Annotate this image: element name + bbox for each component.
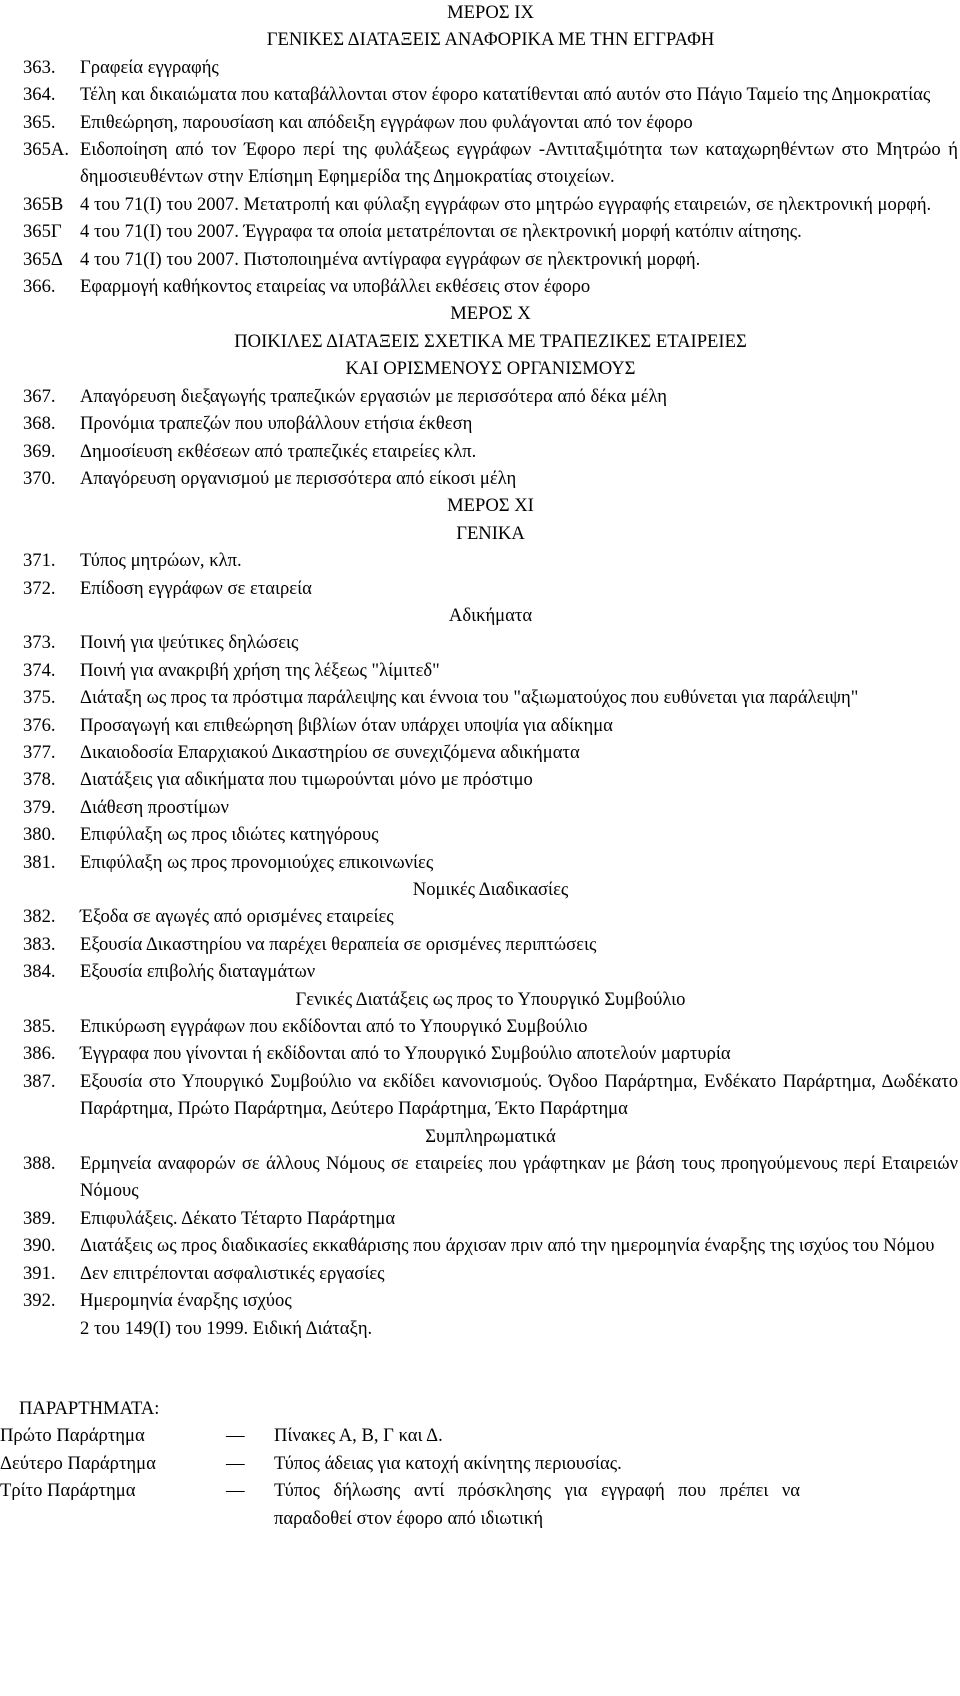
toc-entry bbox=[23, 958, 958, 985]
annex-description: Τύπος άδειας για κατοχή ακίνητης περιουσίας. bbox=[274, 1452, 622, 1474]
section-title: Διατάξεις ως προς διαδικασίες εκκαθάρισης που άρχισαν πριν από την ημερομηνία έναρξης της ισχύος του Νόμου bbox=[80, 1235, 935, 1257]
table-of-contents bbox=[23, 0, 958, 1342]
toc-entry bbox=[23, 1232, 958, 1259]
section-title: Προνόμια τραπεζών που υποβάλλουν ετήσια έκθεση bbox=[80, 413, 473, 435]
annex-entry bbox=[0, 1422, 960, 1449]
section-number: 363. bbox=[23, 56, 56, 78]
general-list bbox=[23, 547, 958, 602]
toc-entry bbox=[23, 383, 958, 410]
section-number: 370. bbox=[23, 467, 56, 489]
offences-list bbox=[23, 629, 958, 876]
section-title: Εξουσία στο Υπουργικό Συμβούλιο να εκδίδει κανονισμούς. Όγδοο Παράρτημα, Ενδέκατο Παράρτημα, Δωδέκατο Παράρτημα, Πρώτο Παράρτημα, Δεύτερο Παράρτημα, Έκτο Παράρτημα bbox=[80, 1070, 958, 1120]
toc-entry bbox=[23, 821, 958, 848]
toc-entry bbox=[23, 1260, 958, 1287]
section-title: Έξοδα σε αγωγές από ορισμένες εταιρείες bbox=[80, 906, 394, 928]
council-provisions-list bbox=[23, 1013, 958, 1123]
offences-heading: Αδικήματα bbox=[448, 604, 533, 626]
part-10-subtitle-line-2: ΚΑΙ ΟΡΙΣΜΕΝΟΥΣ ΟΡΓΑΝΙΣΜΟΥΣ bbox=[345, 358, 636, 380]
closing-note: 2 του 149(Ι) του 1999. Ειδική Διάταξη. bbox=[80, 1317, 373, 1339]
part-10-list bbox=[23, 383, 958, 493]
section-title: Διατάξεις για αδικήματα που τιμωρούνται μόνο με πρόστιμο bbox=[80, 769, 533, 791]
section-number: 384. bbox=[23, 961, 56, 983]
section-number: 372. bbox=[23, 577, 56, 599]
section-title: 4 του 71(Ι) του 2007. Έγγραφα τα οποία μετατρέπονται σε ηλεκτρονική μορφή κατόπιν αίτησης. bbox=[80, 221, 802, 243]
toc-entry bbox=[23, 903, 958, 930]
section-number: 391. bbox=[23, 1262, 56, 1284]
section-number: 371. bbox=[23, 550, 56, 572]
section-number: 382. bbox=[23, 906, 56, 928]
closing-note-row bbox=[23, 1315, 958, 1342]
dash-separator: — bbox=[226, 1452, 245, 1474]
section-title: Επιφύλαξη ως προς ιδιώτες κατηγόρους bbox=[80, 824, 379, 846]
section-number: 365Β bbox=[23, 193, 64, 215]
section-number: 392. bbox=[23, 1290, 56, 1312]
section-title: Διάταξη ως προς τα πρόστιμα παράλειψης και έννοια του "αξιωματούχος που ευθύνεται για παράλειψη" bbox=[80, 687, 859, 709]
toc-entry bbox=[23, 684, 958, 711]
toc-entry bbox=[23, 81, 958, 108]
section-title: Έγγραφα που γίνονται ή εκδίδονται από το Υπουργικό Συμβούλιο αποτελούν μαρτυρία bbox=[80, 1043, 731, 1065]
section-title: 4 του 71(Ι) του 2007. Μετατροπή και φύλαξη εγγράφων στο μητρώο εγγραφής εταιρειών, σε ηλεκτρονική μορφή. bbox=[80, 193, 932, 215]
section-number: 390. bbox=[23, 1235, 56, 1257]
toc-entry bbox=[23, 1013, 958, 1040]
toc-entry bbox=[23, 109, 958, 136]
toc-entry bbox=[23, 246, 958, 273]
section-number: 378. bbox=[23, 769, 56, 791]
toc-entry bbox=[23, 1287, 958, 1314]
section-title: Ποινή για ψεύτικες δηλώσεις bbox=[80, 632, 299, 654]
section-number: 368. bbox=[23, 413, 56, 435]
section-number: 377. bbox=[23, 741, 56, 763]
section-number: 380. bbox=[23, 824, 56, 846]
toc-entry bbox=[23, 410, 958, 437]
section-number: 381. bbox=[23, 851, 56, 873]
toc-entry bbox=[23, 54, 958, 81]
toc-entry bbox=[23, 739, 958, 766]
section-title: Εξουσία επιβολής διαταγμάτων bbox=[80, 961, 316, 983]
section-number: 365Α. bbox=[23, 139, 69, 161]
section-number: 375. bbox=[23, 687, 56, 709]
part-10-title: ΜΕΡΟΣ Χ bbox=[450, 303, 531, 325]
section-number: 389. bbox=[23, 1207, 56, 1229]
section-number: 388. bbox=[23, 1153, 56, 1175]
annexes-title: ΠΑΡΑΡΤΗΜΑΤΑ: bbox=[19, 1397, 160, 1419]
section-number: 364. bbox=[23, 84, 56, 106]
section-title: Απαγόρευση οργανισμού με περισσότερα από είκοσι μέλη bbox=[80, 467, 517, 489]
section-title: Ποινή για ανακριβή χρήση της λέξεως "λίμιτεδ" bbox=[80, 659, 440, 681]
toc-entry bbox=[23, 794, 958, 821]
section-number: 365Γ bbox=[23, 221, 62, 243]
section-title: Ειδοποίηση από τον Έφορο περί της φυλάξεως εγγράφων -Αντιταξιμότητα των καταχωρηθέντων στο Μητρώο ή δημοσιευθέντων στην Επίσημη Εφημερίδα της Δημοκρατίας στοιχείων. bbox=[80, 139, 958, 188]
toc-entry bbox=[23, 1205, 958, 1232]
toc-entry bbox=[23, 273, 958, 300]
toc-entry bbox=[23, 218, 958, 245]
section-title: Τύπος μητρώων, κλπ. bbox=[80, 550, 242, 572]
section-title: Ερμηνεία αναφορών σε άλλους Νόμους σε εταιρείες που γράφτηκαν με βάση τους προηγούμενους περί Εταιρειών Νόμους bbox=[80, 1153, 958, 1202]
section-number: 383. bbox=[23, 933, 56, 955]
dash-separator: — bbox=[226, 1425, 245, 1447]
section-number: 367. bbox=[23, 385, 56, 407]
section-number: 385. bbox=[23, 1016, 56, 1038]
legal-procedures-heading: Νομικές Διαδικασίες bbox=[412, 879, 569, 900]
section-number: 373. bbox=[23, 632, 56, 654]
annex-description: Τύπος δήλωσης αντί πρόσκλησης για εγγραφή που πρέπει να παραδοθεί στον έφορο από ιδιωτική bbox=[274, 1480, 800, 1529]
supplementary-list bbox=[23, 1150, 958, 1314]
section-title: Ημερομηνία έναρξης ισχύος bbox=[80, 1290, 292, 1312]
section-number: 376. bbox=[23, 714, 56, 736]
section-number: 386. bbox=[23, 1043, 56, 1065]
section-title: Επιθεώρηση, παρουσίαση και απόδειξη εγγράφων που φυλάγονται από τον έφορο bbox=[80, 111, 693, 133]
legal-procedures-list bbox=[23, 903, 958, 985]
section-title: Εξουσία Δικαστηρίου να παρέχει θεραπεία σε ορισμένες περιπτώσεις bbox=[80, 933, 597, 955]
dash-separator: — bbox=[226, 1480, 245, 1502]
section-number: 379. bbox=[23, 796, 56, 818]
toc-entry bbox=[23, 1150, 958, 1205]
toc-entry bbox=[23, 657, 958, 684]
section-title: Εφαρμογή καθήκοντος εταιρείας να υποβάλλει εκθέσεις στον έφορο bbox=[80, 276, 591, 298]
section-title: Δεν επιτρέπονται ασφαλιστικές εργασίες bbox=[80, 1262, 385, 1284]
section-number: 365Δ bbox=[23, 248, 63, 270]
section-title: Επικύρωση εγγράφων που εκδίδονται από το Υπουργικό Συμβούλιο bbox=[80, 1016, 588, 1038]
annex-description: Πίνακες Α, Β, Γ και Δ. bbox=[274, 1425, 443, 1447]
section-title: Επίδοση εγγράφων σε εταιρεία bbox=[80, 577, 312, 599]
toc-entry bbox=[23, 629, 958, 656]
section-title: Επιφυλάξεις. Δέκατο Τέταρτο Παράρτημα bbox=[80, 1207, 396, 1229]
council-provisions-heading: Γενικές Διατάξεις ως προς το Υπουργικό Συμβούλιο bbox=[295, 988, 686, 1010]
toc-entry bbox=[23, 191, 958, 218]
section-title: Επιφύλαξη ως προς προνομιούχες επικοινωνίες bbox=[80, 851, 434, 873]
section-number: 369. bbox=[23, 440, 56, 462]
annexes-list bbox=[0, 1422, 960, 1532]
toc-entry bbox=[23, 1040, 958, 1067]
toc-entry bbox=[23, 136, 958, 191]
section-title: Προσαγωγή και επιθεώρηση βιβλίων όταν υπάρχει υποψία για αδίκημα bbox=[80, 714, 613, 736]
section-title: Δημοσίευση εκθέσεων από τραπεζικές εταιρείες κλπ. bbox=[80, 440, 477, 462]
section-title: Απαγόρευση διεξαγωγής τραπεζικών εργασιών με περισσότερα από δέκα μέλη bbox=[80, 385, 668, 407]
supplementary-heading: Συμπληρωματικά bbox=[425, 1125, 556, 1147]
toc-entry bbox=[23, 575, 958, 602]
toc-entry bbox=[23, 438, 958, 465]
toc-entry bbox=[23, 712, 958, 739]
toc-entry bbox=[23, 931, 958, 958]
toc-entry bbox=[23, 1068, 958, 1123]
part-9-subtitle: ΓΕΝΙΚΕΣ ΔΙΑΤΑΞΕΙΣ ΑΝΑΦΟΡΙΚΑ ΜΕ ΤΗΝ ΕΓΓΡΑΦΗ bbox=[266, 29, 715, 51]
toc-entry bbox=[23, 465, 958, 492]
section-number: 374. bbox=[23, 659, 56, 681]
toc-entry bbox=[23, 547, 958, 574]
toc-entry bbox=[23, 766, 958, 793]
annex-entry bbox=[0, 1450, 960, 1477]
section-number: 365. bbox=[23, 111, 56, 133]
annex-name: Τρίτο Παράρτημα bbox=[0, 1480, 136, 1502]
section-number: 366. bbox=[23, 276, 56, 298]
annex-name: Δεύτερο Παράρτημα bbox=[0, 1452, 156, 1474]
part-11-subtitle: ΓΕΝΙΚΑ bbox=[456, 522, 525, 544]
part-11-title: ΜΕΡΟΣ ΧΙ bbox=[447, 495, 534, 517]
section-title: Τέλη και δικαιώματα που καταβάλλονται στον έφορο κατατίθενται από αυτόν στο Πάγιο Ταμείο της Δημοκρατίας bbox=[80, 84, 931, 106]
section-number: 387. bbox=[23, 1070, 56, 1092]
section-title: Διάθεση προστίμων bbox=[80, 796, 229, 818]
section-title: Γραφεία εγγραφής bbox=[80, 56, 219, 78]
part-10-subtitle: ΠΟΙΚΙΛΕΣ ΔΙΑΤΑΞΕΙΣ ΣΧΕΤΙΚΑ ΜΕ ΤΡΑΠΕΖΙΚΕΣ ΕΤΑΙΡΕΙΕΣ bbox=[234, 330, 747, 352]
toc-entry bbox=[23, 849, 958, 876]
section-title: Δικαιοδοσία Επαρχιακού Δικαστηρίου σε συνεχιζόμενα αδικήματα bbox=[80, 741, 580, 763]
part-9-list bbox=[23, 54, 958, 301]
annex-name: Πρώτο Παράρτημα bbox=[0, 1425, 145, 1447]
section-title: 4 του 71(Ι) του 2007. Πιστοποιημένα αντίγραφα εγγράφων σε ηλεκτρονική μορφή. bbox=[80, 248, 701, 270]
part-9-title: ΜΕΡΟΣ ΙΧ bbox=[447, 2, 534, 23]
annex-entry bbox=[0, 1477, 960, 1532]
